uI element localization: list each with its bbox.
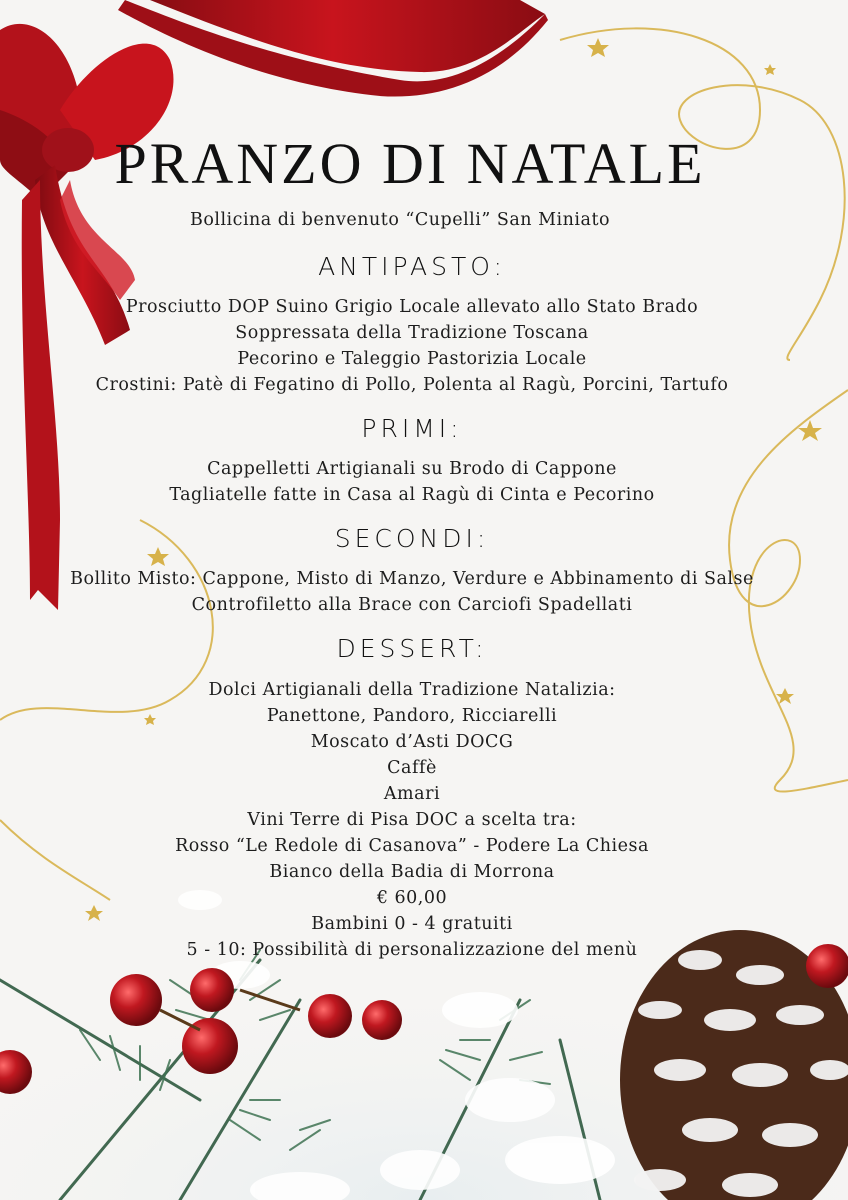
wine-white: Bianco della Badia di Morrona	[269, 862, 555, 882]
section-heading-dessert: DESSERT:	[336, 634, 488, 663]
welcome-drink: Bollicina di benvenuto “Cupelli” San Miniato	[189, 210, 611, 230]
antipasto-item: Prosciutto DOP Suino Grigio Locale allevato allo Stato Brado	[125, 297, 699, 317]
antipasto-item: Crostini: Patè di Fegatino di Pollo, Polenta al Ragù, Porcini, Tartufo	[95, 375, 729, 395]
secondi-item: Bollito Misto: Cappone, Misto di Manzo, Verdure e Abbinamento di Salse	[70, 569, 754, 589]
wine-intro: Vini Terre di Pisa DOC a scelta tra:	[247, 810, 577, 830]
wine-red: Rosso “Le Redole di Casanova” - Podere La Chiesa	[175, 836, 649, 856]
section-heading-primi: PRIMI:	[361, 414, 463, 443]
children-custom-note: 5 - 10: Possibilità di personalizzazione del menù	[186, 940, 638, 960]
primi-item: Cappelletti Artigianali su Brodo di Cappone	[207, 459, 617, 479]
menu-title: PRANZO DI NATALE	[114, 131, 706, 196]
secondi-item: Controfiletto alla Brace con Carciofi Spadellati	[191, 595, 633, 615]
dessert-item: Amari	[383, 784, 441, 804]
dessert-item: Moscato d’Asti DOCG	[310, 732, 514, 752]
menu-price: € 60,00	[376, 888, 448, 908]
children-free-note: Bambini 0 - 4 gratuiti	[311, 914, 513, 934]
dessert-item: Caffè	[387, 758, 437, 778]
section-heading-antipasto: ANTIPASTO:	[318, 252, 506, 281]
section-heading-secondi: SECONDI:	[334, 524, 490, 553]
dessert-item: Panettone, Pandoro, Ricciarelli	[266, 706, 558, 726]
dessert-item: Dolci Artigianali della Tradizione Natalizia:	[208, 680, 616, 700]
primi-item: Tagliatelle fatte in Casa al Ragù di Cinta e Pecorino	[169, 485, 655, 505]
antipasto-item: Soppressata della Tradizione Toscana	[235, 323, 589, 343]
antipasto-item: Pecorino e Taleggio Pastorizia Locale	[237, 349, 587, 369]
